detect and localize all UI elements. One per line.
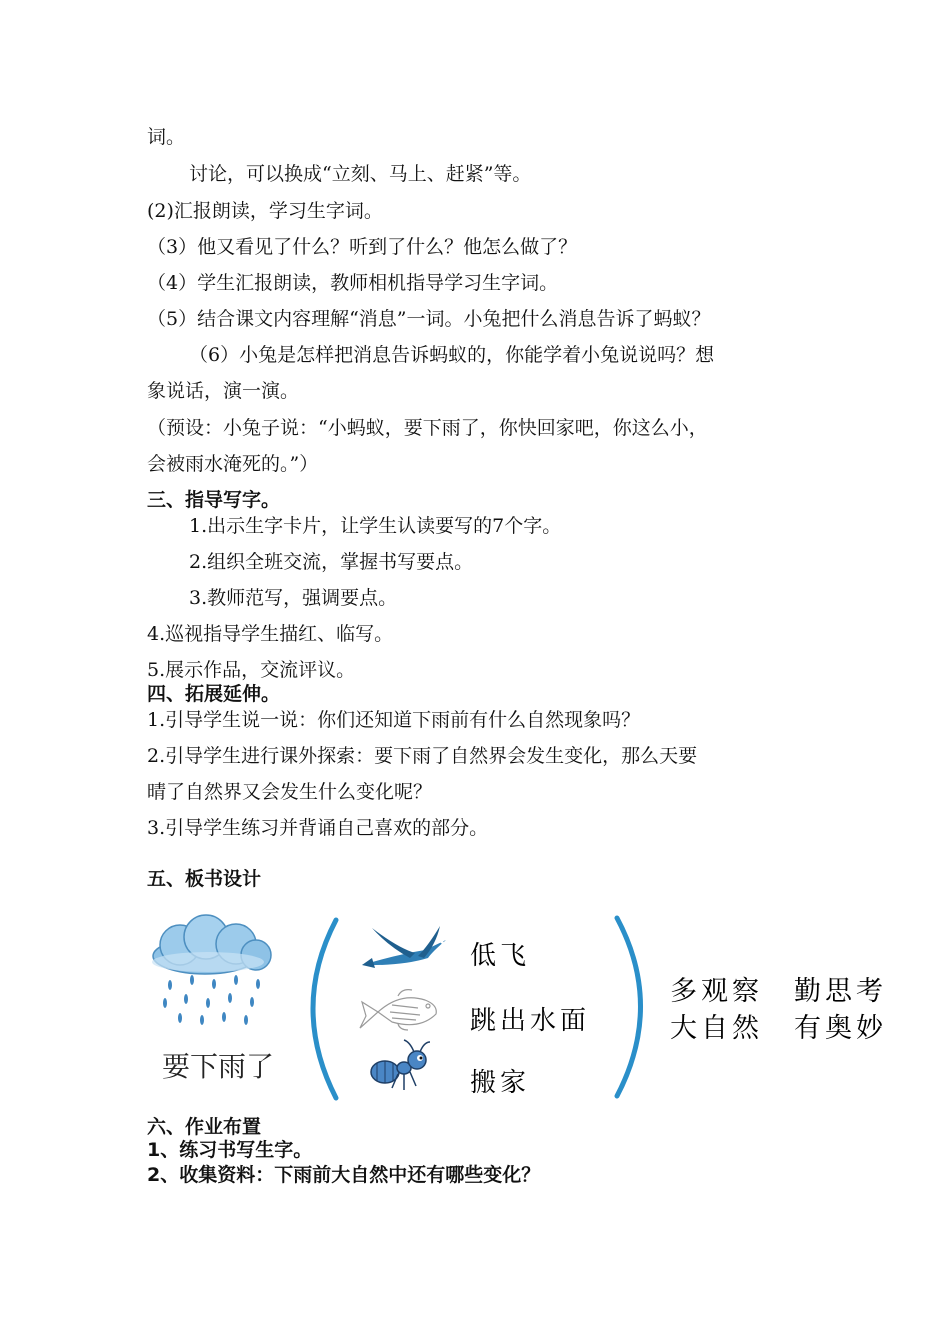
section-heading: 四、拓展延伸。 (147, 683, 281, 705)
section-heading: 三、指导写字。 (147, 489, 281, 511)
left-bracket (313, 920, 336, 1098)
ant-icon (371, 1040, 430, 1090)
board-title: 要下雨了 (162, 1050, 275, 1083)
body-line: 讨论，可以换成“立刻、马上、赶紧”等。 (189, 163, 532, 185)
swallow-icon (362, 926, 446, 968)
body-line: 词。 (147, 126, 186, 148)
list-item: 4.巡视指导学生描红、临写。 (147, 623, 394, 645)
cloud-rain-icon (152, 915, 271, 1025)
list-item: 3.教师范写，强调要点。 (189, 587, 398, 609)
fish-icon (360, 990, 436, 1030)
right-bracket (617, 918, 641, 1096)
list-item: 3.引导学生练习并背诵自己喜欢的部分。 (147, 817, 489, 839)
summary-line: 大自然 有奥妙 (670, 1013, 887, 1044)
homework-item: 1、练习书写生字。 (147, 1139, 313, 1161)
list-item: 1.引导学生说一说：你们还知道下雨前有什么自然现象吗？ (147, 709, 641, 731)
body-line: （5）结合课文内容理解“消息”一词。小兔把什么消息告诉了蚂蚁？ (147, 308, 711, 330)
list-item: 1.出示生字卡片，让学生认读要写的7个字。 (189, 515, 562, 537)
body-line: (2)汇报朗读，学习生字词。 (147, 200, 383, 222)
list-item: 2.组织全班交流，掌握书写要点。 (189, 551, 474, 573)
body-line: （3）他又看见了什么？听到了什么？他怎么做了？ (147, 236, 578, 258)
section-heading: 六、作业布置 (147, 1116, 262, 1138)
summary-line: 多观察 勤思考 (670, 976, 887, 1007)
section-heading: 五、板书设计 (147, 868, 262, 890)
body-line: （4）学生汇报朗读，教师相机指导学习生字词。 (147, 272, 559, 294)
list-item: 2.引导学生进行课外探索：要下雨了自然界会发生变化，那么天要 (147, 745, 698, 767)
body-line: 象说话，演一演。 (147, 380, 300, 402)
body-line: 会被雨水淹死的。”） (147, 453, 319, 475)
phenomenon-label: 低飞 (470, 941, 531, 971)
phenomenon-label: 跳出水面 (470, 1006, 591, 1036)
body-line: （6）小兔是怎样把消息告诉蚂蚁的，你能学着小兔说说吗？想 (189, 344, 715, 366)
phenomenon-label: 搬家 (470, 1068, 531, 1098)
body-line: （预设：小兔子说：“小蚂蚁，要下雨了，你快回家吧，你这么小， (147, 417, 708, 439)
homework-item: 2、收集资料：下雨前大自然中还有哪些变化？ (147, 1164, 541, 1186)
list-item: 晴了自然界又会发生什么变化呢？ (147, 781, 433, 803)
list-item: 5.展示作品，交流评议。 (147, 659, 356, 681)
